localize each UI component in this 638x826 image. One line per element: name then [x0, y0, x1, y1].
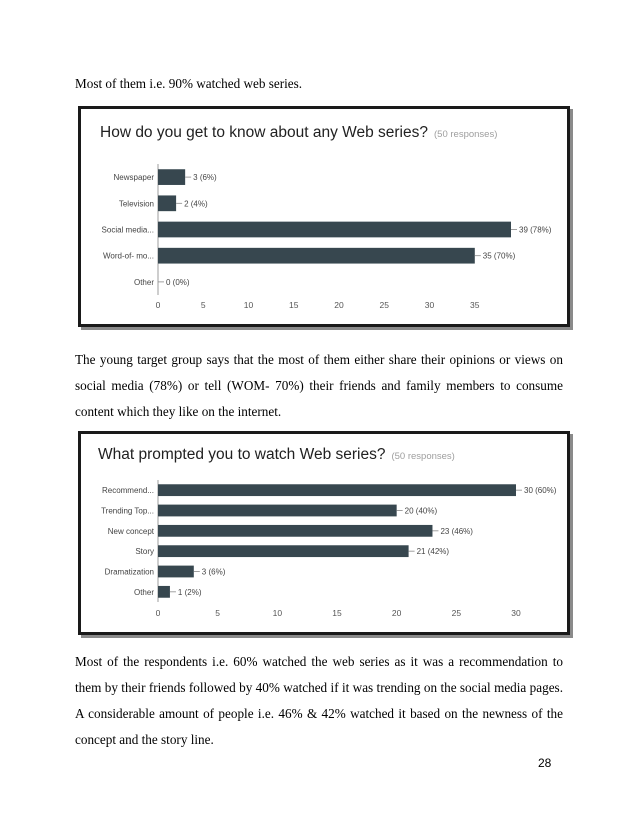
x-tick-label: 35 [470, 300, 480, 310]
bar [158, 484, 516, 496]
x-tick-label: 5 [215, 608, 221, 618]
bar [158, 525, 432, 537]
x-tick-label: 10 [272, 608, 283, 618]
data-label: 3 (6%) [201, 567, 226, 577]
x-tick-label: 15 [332, 608, 342, 618]
x-tick-label: 0 [155, 300, 161, 310]
category-label: Other [133, 277, 154, 287]
category-label: Other [133, 587, 154, 597]
data-label: 3 (6%) [193, 173, 217, 183]
paragraph-intro: Most of them i.e. 90% watched web series. [75, 76, 303, 91]
x-tick-label: 30 [424, 300, 435, 310]
category-label: Dramatization [104, 567, 154, 577]
data-label: 20 (40%) [404, 506, 438, 516]
bar [158, 566, 194, 578]
bar [158, 222, 511, 238]
x-tick-label: 10 [243, 300, 254, 310]
category-label: Television [118, 199, 154, 209]
x-tick-label: 15 [289, 300, 299, 310]
x-tick-label: 25 [379, 300, 390, 310]
chart-know-about-web-series [78, 106, 570, 327]
category-label: Newspaper [113, 173, 154, 183]
chart-title: How do you get to know about any Web series? [100, 124, 428, 141]
x-tick-label: 5 [200, 300, 206, 310]
x-tick-label: 20 [391, 608, 402, 618]
x-tick-label: 20 [334, 300, 344, 310]
chart-svg-2 [81, 434, 567, 632]
data-label: 35 (70%) [482, 251, 516, 261]
data-label: 21 (42%) [416, 547, 450, 557]
bar [158, 505, 397, 517]
chart-subtitle: (50 responses) [434, 129, 498, 140]
category-label: Word-of- mo... [103, 251, 154, 261]
chart-subtitle: (50 responses) [391, 451, 455, 462]
page-number: 28 [538, 756, 552, 770]
paragraph-respondents: Most of the respondents i.e. 60% watched the web series as it was a recommendation to them by their friends followed by 40% watched if it was trending on the social media pages. A considerable amount of people i.e. 46% & 42% watched it based on the newness of the concept and the story line. [75, 654, 563, 747]
category-label: Story [135, 547, 154, 557]
bar [158, 586, 170, 598]
chart-svg-1 [81, 109, 567, 324]
bar [158, 545, 409, 557]
bar [158, 195, 176, 211]
data-label: 39 (78%) [519, 225, 552, 235]
category-label: Social media... [101, 225, 154, 235]
category-label: Recommend... [101, 486, 154, 496]
paragraph-social-media: The young target group says that the most of them either share their opinions or views on social media (78%) or tell (WOM- 70%) their friends and family members to consume content which they like on the internet. [75, 352, 563, 419]
x-tick-label: 30 [511, 608, 521, 618]
data-label: 23 (46%) [440, 526, 473, 536]
data-label: 0 (0%) [166, 277, 190, 287]
x-tick-label: 25 [451, 608, 462, 618]
bar [158, 169, 185, 185]
data-label: 1 (2%) [177, 587, 202, 597]
chart-what-prompted [78, 431, 570, 635]
category-label: New concept [107, 526, 154, 536]
category-label: Trending Top... [101, 506, 154, 516]
data-label: 2 (4%) [184, 199, 208, 209]
chart-title: What prompted you to watch Web series? [98, 446, 386, 463]
bar [158, 248, 475, 264]
x-tick-label: 0 [155, 608, 161, 618]
data-label: 30 (60%) [524, 486, 557, 496]
